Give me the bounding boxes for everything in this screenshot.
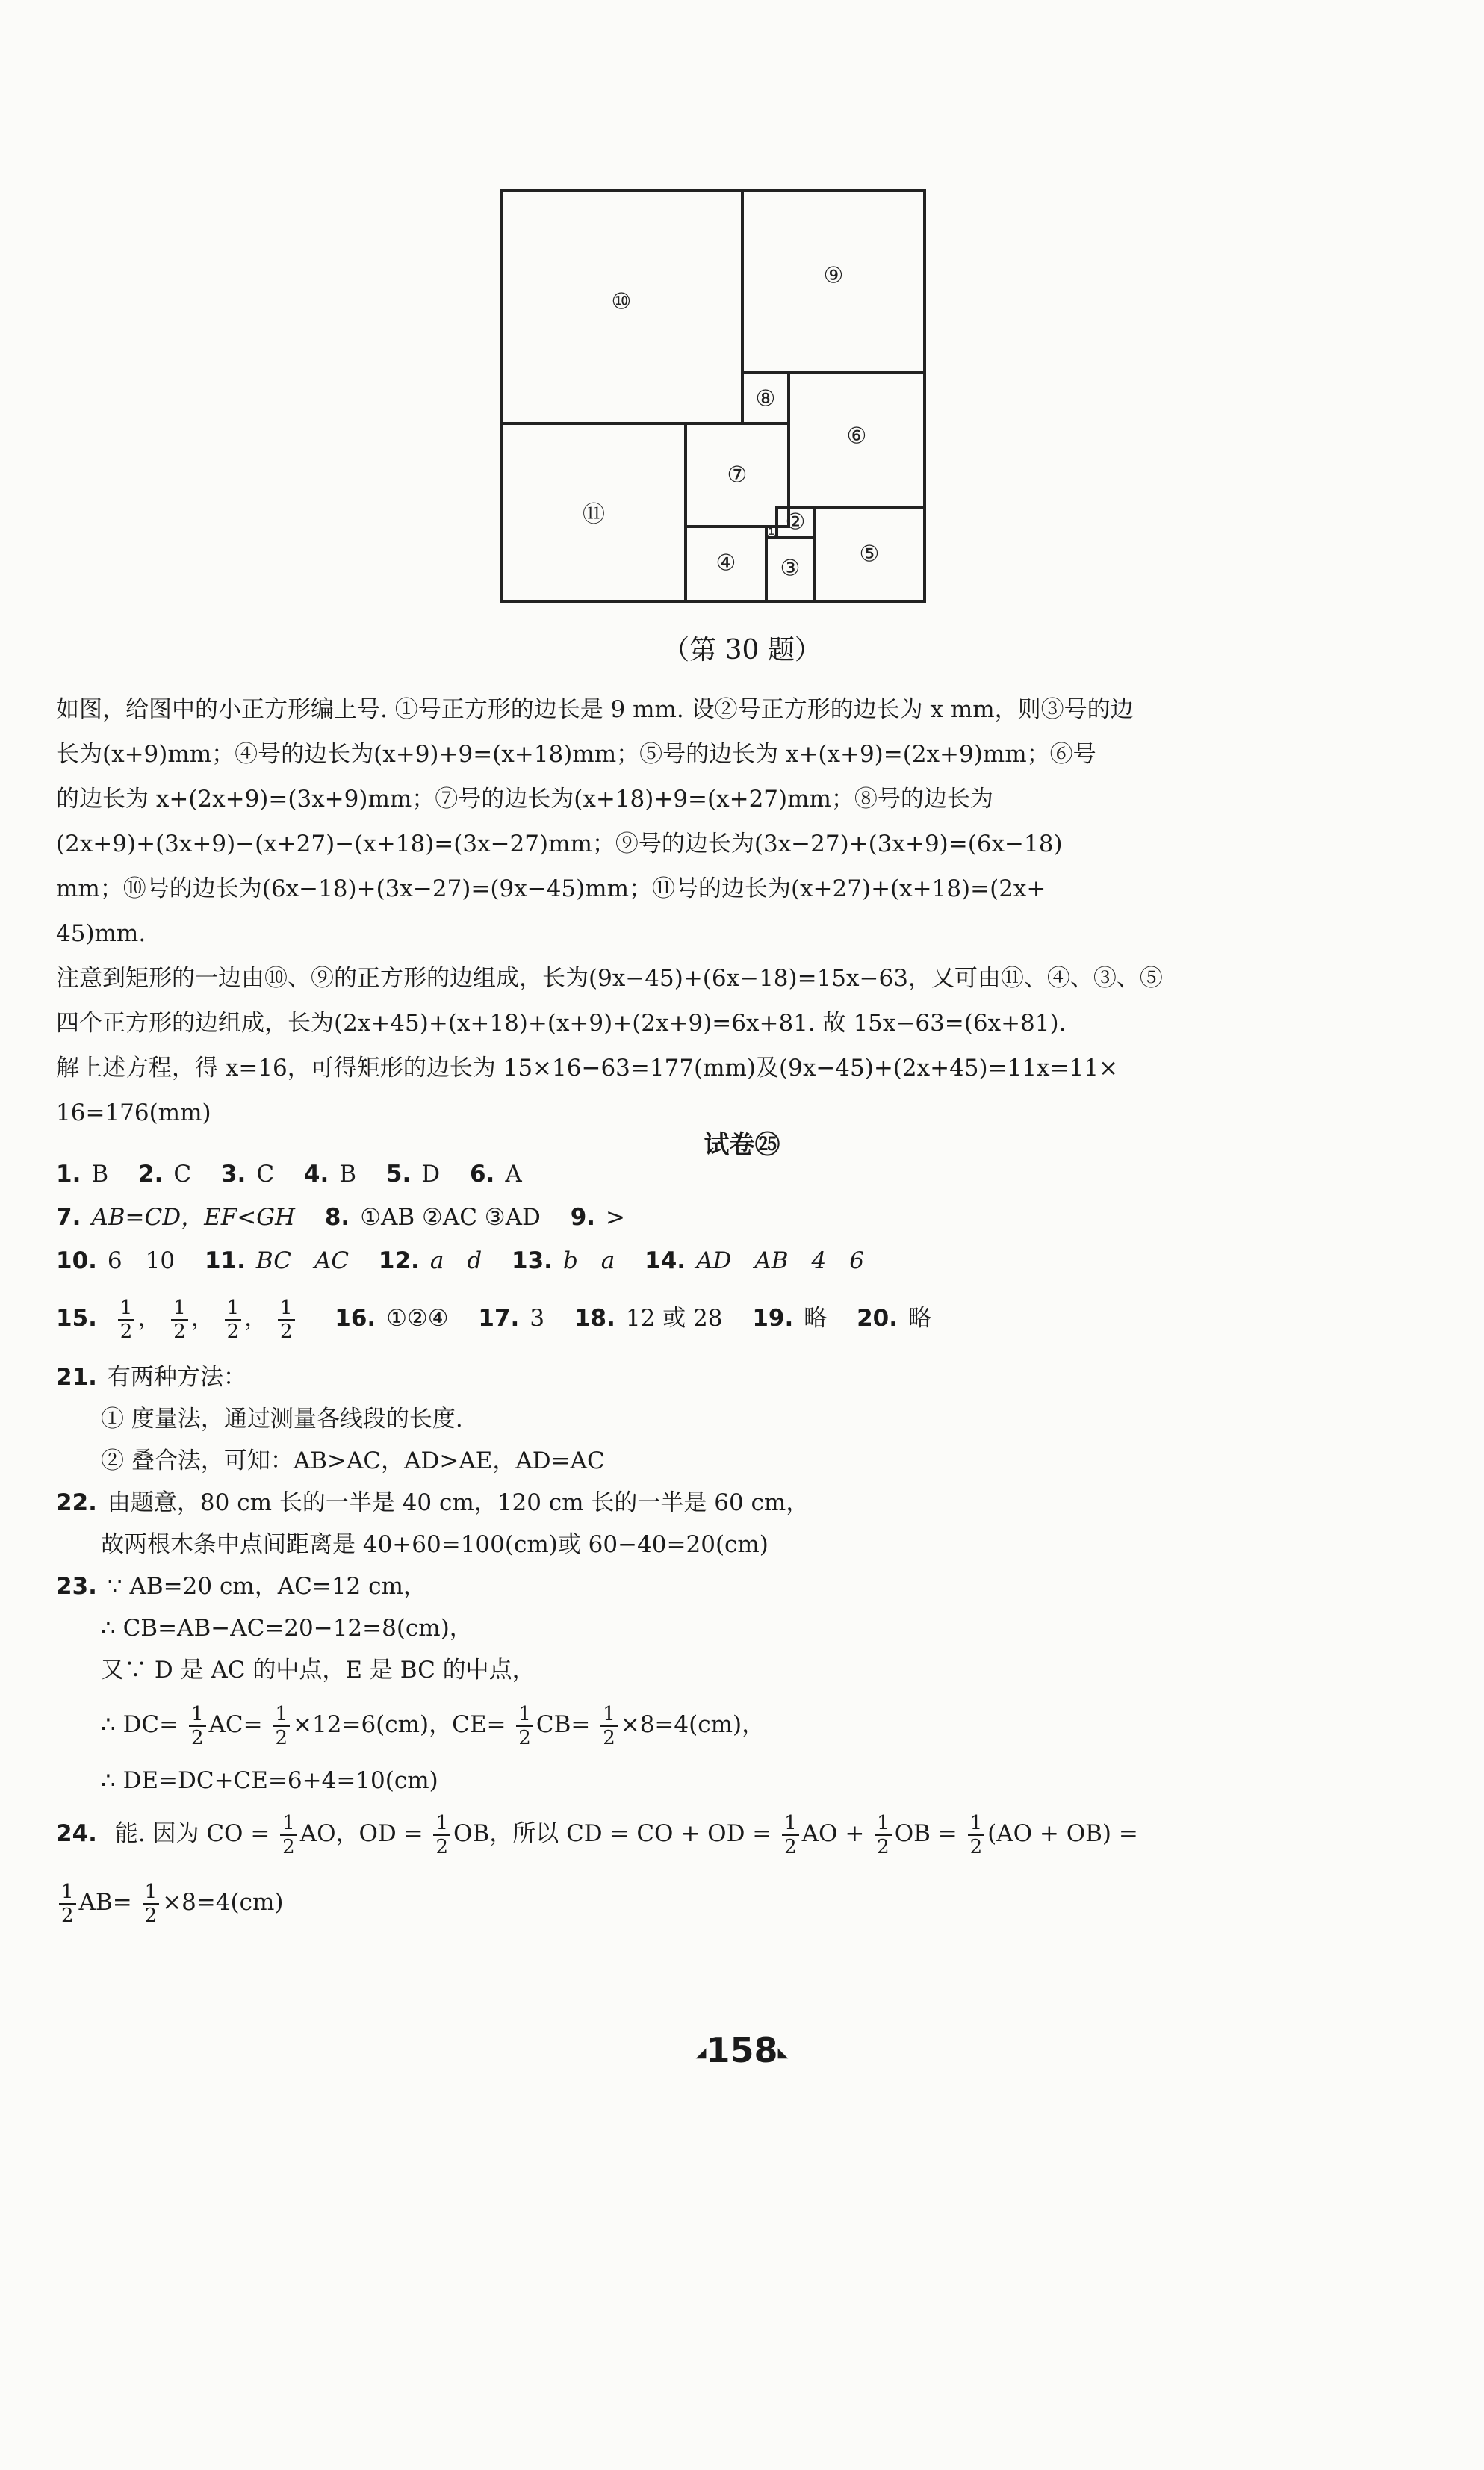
solution-line: 解上述方程，得 x=16，可得矩形的边长为 15×16−63=177(mm)及(9x−45)+(2x+45)=11x=11×	[56, 1055, 1118, 1082]
answer-value: ①②④	[386, 1305, 449, 1332]
question-number: 8.	[324, 1204, 350, 1231]
fraction: $\frac{1}{2}$	[59, 1881, 76, 1927]
solution-line: 长为(x+9)mm；④号的边长为(x+9)+9=(x+18)mm；⑤号的边长为 x+(x+9)=(2x+9)mm；⑥号	[56, 741, 1096, 768]
fraction: $\frac{1}{2}$	[189, 1703, 206, 1749]
question-number: 1.	[56, 1161, 81, 1188]
answer-value: D	[421, 1161, 441, 1188]
answer-22	[56, 1486, 809, 1519]
question-number: 24.	[56, 1820, 97, 1847]
answer-value: C	[173, 1161, 192, 1188]
question-number: 6.	[469, 1161, 495, 1188]
figure-caption: （第 30 题）	[662, 635, 822, 665]
question-number: 7.	[56, 1204, 81, 1231]
question-number: 2.	[138, 1161, 164, 1188]
solution-line: 注意到矩形的一边由⑩、⑨的正方形的边组成，长为(9x−45)+(6x−18)=15x−63，又可由⑪、④、③、⑤	[56, 965, 1163, 992]
answer-value: 12 或 28	[625, 1305, 723, 1332]
solution-line: (2x+9)+(3x+9)−(x+27)−(x+18)=(3x−27)mm；⑨号的边长为(3x−27)+(3x+9)=(6x−18)	[56, 831, 1063, 857]
question-number: 4.	[303, 1161, 329, 1188]
solution-30	[56, 687, 1326, 1135]
page-number: ◢158◣	[695, 2030, 789, 2070]
squares-diagram	[493, 183, 941, 616]
answer-text: 由题意，80 cm 长的一半是 40 cm，120 cm 长的一半是 60 cm，	[107, 1489, 810, 1516]
question-number: 10.	[56, 1247, 97, 1274]
question-number: 23.	[56, 1573, 97, 1600]
fraction: $\frac{1}{2}$	[143, 1881, 160, 1927]
label-11: ⑪	[583, 501, 605, 528]
solution-line: mm；⑩号的边长为(6x−18)+(3x−27)=(9x−45)mm；⑪号的边长为(x+27)+(x+18)=(2x+	[56, 875, 1046, 902]
answer-value: AD AB 4 6	[696, 1247, 864, 1274]
answer-value: AB=CD，EF<GH	[91, 1204, 295, 1231]
label-10: ⑩	[611, 288, 632, 315]
fraction: $\frac{1}{2}$	[600, 1703, 618, 1749]
answer-value: >	[606, 1204, 626, 1231]
answer-value: BC AC	[255, 1247, 350, 1274]
label-2: ②	[785, 509, 806, 536]
solution-line: 16=176(mm)	[56, 1099, 211, 1126]
answer-value: 略	[804, 1305, 828, 1332]
fraction: $\frac{1}{2}$	[118, 1297, 135, 1343]
answer-value: C	[256, 1161, 275, 1188]
label-5: ⑤	[859, 541, 880, 568]
answer-21-line: ① 度量法，通过测量各线段的长度.	[101, 1406, 463, 1433]
fraction: $\frac{1}{2}$	[171, 1297, 188, 1343]
solution-line: 45)mm.	[56, 920, 146, 947]
answer-value: ①AB ②AC ③AD	[360, 1204, 541, 1231]
answer-value: 3	[530, 1305, 545, 1332]
fraction: $\frac{1}{2}$	[516, 1703, 533, 1749]
answer-row-10-14	[56, 1244, 864, 1277]
answer-24: 24. 能. 因为 CO = $\frac{1}{2}$ AO，OD = $\frac{1}{2}$ OB，所以 CD = CO + OD = $\frac{1}{2}$ AO + $\frac{1}{2}$ OB = $\frac{1}{2}$ (AO + OB) =	[56, 1811, 1138, 1858]
question-number: 16.	[335, 1305, 376, 1332]
answer-value: B	[91, 1161, 109, 1188]
question-number: 19.	[752, 1305, 794, 1332]
answer-row-7-9	[56, 1201, 625, 1234]
answer-text: ∵ AB=20 cm，AC=12 cm，	[107, 1573, 426, 1600]
answer-value: 6 10	[107, 1247, 176, 1274]
answer-21-line: ② 叠合法，可知：AB>AC，AD>AE，AD=AC	[101, 1447, 605, 1474]
answer-value: B	[339, 1161, 357, 1188]
answer-23-line: 又∵ D 是 AC 的中点，E 是 BC 的中点，	[101, 1657, 535, 1684]
fraction: $\frac{1}{2}$	[433, 1812, 450, 1858]
answer-value: A	[505, 1161, 522, 1188]
question-number: 18.	[574, 1305, 615, 1332]
fraction: $\frac{1}{2}$	[968, 1812, 985, 1858]
label-1: ①	[765, 522, 778, 541]
fraction: $\frac{1}{2}$	[225, 1297, 242, 1343]
question-number: 21.	[56, 1364, 97, 1391]
answer-text: 有两种方法：	[107, 1364, 246, 1391]
question-number: 13.	[512, 1247, 553, 1274]
label-9: ⑨	[823, 262, 844, 289]
fraction: $\frac{1}{2}$	[782, 1812, 799, 1858]
question-number: 11.	[204, 1247, 246, 1274]
label-4: ④	[715, 550, 736, 577]
fraction: $\frac{1}{2}$	[278, 1297, 295, 1343]
answer-row-15-20: 15. $\frac{1}{2}$ ， $\frac{1}{2}$ ， $\frac{1}{2}$ ， $\frac{1}{2}$ 16. ①②④ 17. 3 18. 12 或 28 19. 略 20. 略	[56, 1296, 932, 1343]
answer-24-line: $\frac{1}{2}$ AB= $\frac{1}{2}$ ×8=4(cm)	[56, 1875, 283, 1930]
answer-row-1-6	[56, 1158, 522, 1191]
fraction: $\frac{1}{2}$	[875, 1812, 892, 1858]
question-number: 3.	[220, 1161, 246, 1188]
label-7: ⑦	[727, 462, 748, 488]
label-8: ⑧	[755, 385, 776, 412]
answer-23-line: ∴ DE=DC+CE=6+4=10(cm)	[101, 1767, 438, 1794]
question-number: 17.	[478, 1305, 520, 1332]
solution-line: 四个正方形的边组成，长为(2x+45)+(x+18)+(x+9)+(2x+9)=6x+81. 故 15x−63=(6x+81).	[56, 1010, 1067, 1037]
solution-line: 如图，给图中的小正方形编上号. ①号正方形的边长是 9 mm. 设②号正方形的边长为 x mm，则③号的边	[56, 696, 1134, 723]
question-number: 22.	[56, 1489, 97, 1516]
label-3: ③	[780, 555, 801, 582]
question-number: 9.	[570, 1204, 596, 1231]
question-number: 12.	[378, 1247, 420, 1274]
answer-23	[56, 1570, 426, 1603]
answer-23-fraction-line: ∴ DC= $\frac{1}{2}$ AC= $\frac{1}{2}$ ×12=6(cm)，CE= $\frac{1}{2}$ CB= $\frac{1}{2}$ ×8=4(cm)，	[101, 1702, 766, 1749]
answer-value: b a	[562, 1247, 615, 1274]
question-number: 5.	[385, 1161, 412, 1188]
section-title: 试卷㉕	[704, 1130, 780, 1160]
label-6: ⑥	[846, 423, 867, 450]
question-number: 20.	[857, 1305, 898, 1332]
answer-22-line: 故两根木条中点间距离是 40+60=100(cm)或 60−40=20(cm)	[101, 1531, 769, 1558]
fraction: $\frac{1}{2}$	[273, 1703, 291, 1749]
triangle-right-icon: ◣	[777, 2045, 789, 2061]
question-number: 14.	[645, 1247, 686, 1274]
answer-23-line: ∴ CB=AB−AC=20−12=8(cm)，	[101, 1615, 473, 1642]
answer-value: 略	[908, 1305, 932, 1332]
triangle-left-icon: ◢	[695, 2045, 707, 2061]
squares-figure	[493, 183, 941, 616]
fraction: $\frac{1}{2}$	[280, 1812, 297, 1858]
solution-line: 的边长为 x+(2x+9)=(3x+9)mm；⑦号的边长为(x+18)+9=(x+27)mm；⑧号的边长为	[56, 786, 993, 813]
answer-21	[56, 1361, 246, 1394]
answer-value: a d	[429, 1247, 482, 1274]
question-number: 15.	[56, 1305, 97, 1332]
